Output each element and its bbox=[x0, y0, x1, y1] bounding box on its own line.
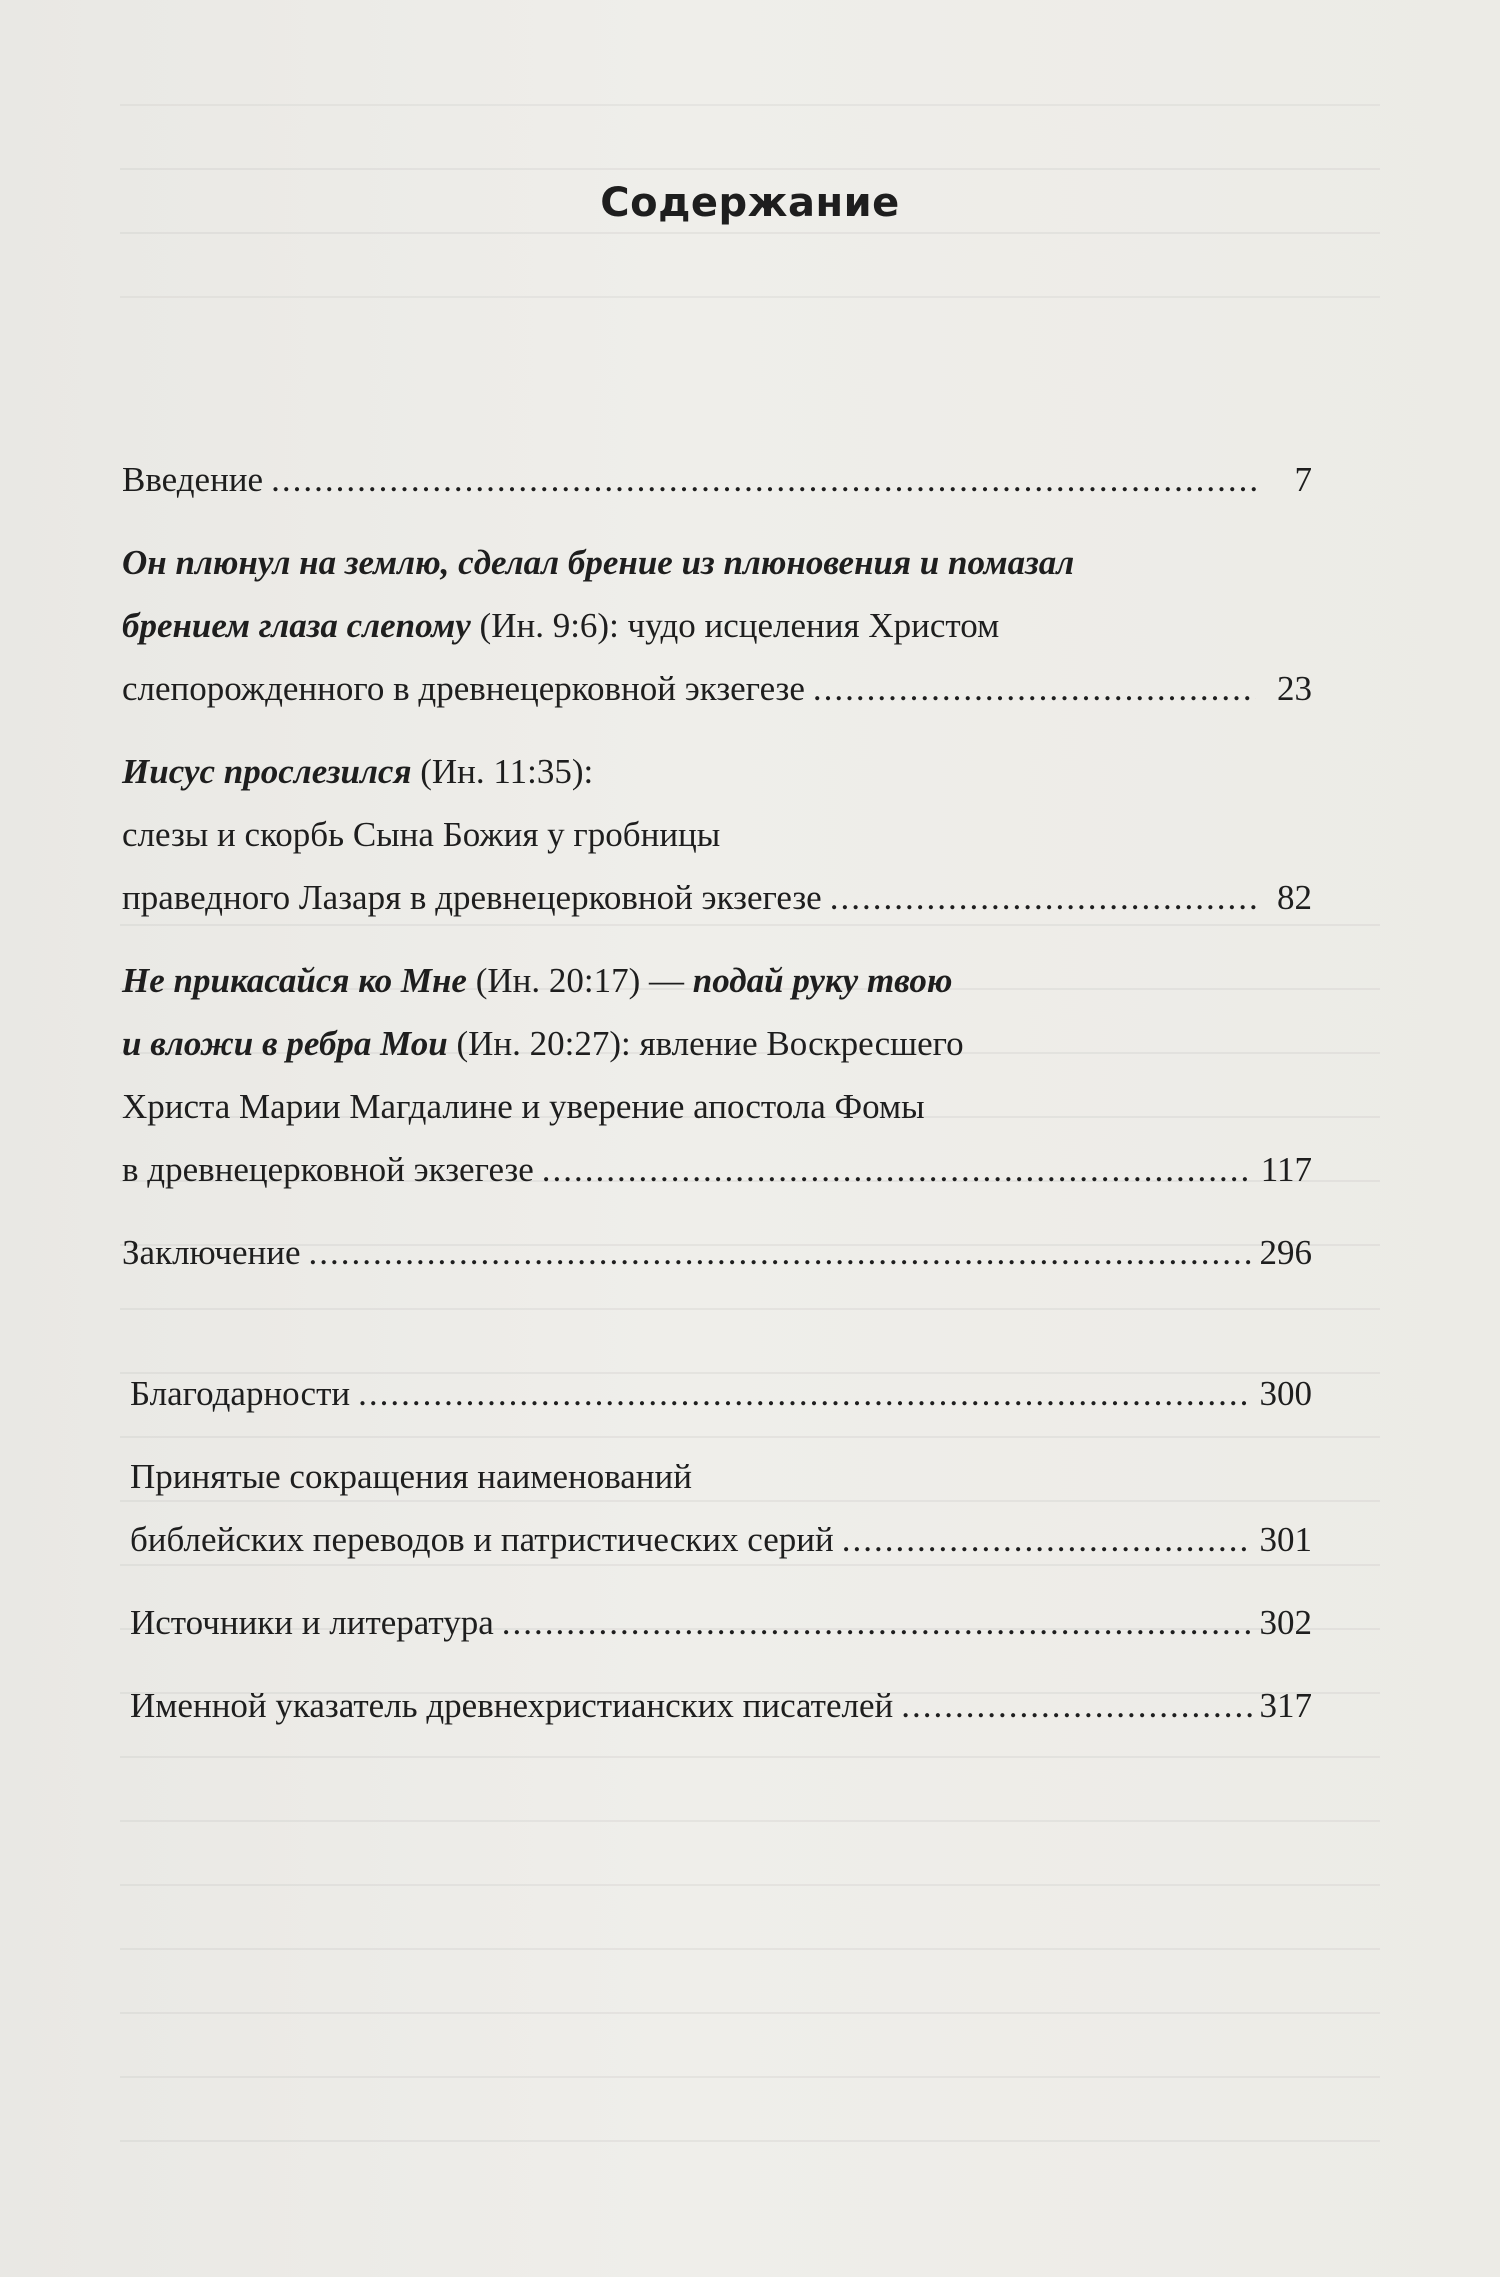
toc-entry-title-line: библейских переводов и патристических серий bbox=[130, 1520, 834, 1559]
leader-dots bbox=[358, 1362, 1251, 1425]
leader-dots bbox=[502, 1591, 1252, 1654]
toc-entry-abbreviations[interactable] bbox=[122, 1445, 1312, 1571]
toc-entry-title-italic: подай руку твою bbox=[692, 961, 953, 1000]
toc-page-number: 317 bbox=[1259, 1686, 1312, 1725]
toc-page-number: 7 bbox=[1294, 460, 1312, 499]
toc-page-number: 301 bbox=[1259, 1520, 1312, 1559]
toc-entry-introduction[interactable] bbox=[122, 448, 1312, 511]
toc-entry-title-text: (Ин. 9:6): чудо исцеления Христом bbox=[470, 606, 1000, 645]
toc-page-number: 296 bbox=[1259, 1233, 1312, 1272]
toc-entry-name-index[interactable] bbox=[122, 1674, 1312, 1737]
toc-entry-title: Заключение bbox=[122, 1233, 301, 1272]
toc-entry-title-text: (Ин. 20:17) — bbox=[466, 961, 693, 1000]
toc-page-number: 23 bbox=[1277, 669, 1312, 708]
page-title: Содержание bbox=[600, 180, 900, 226]
leader-dots bbox=[271, 448, 1256, 511]
toc-entry-title-line: Христа Марии Магдалине и уверение апостола Фомы bbox=[122, 1087, 925, 1126]
toc-page-number: 302 bbox=[1259, 1603, 1312, 1642]
toc-entry-title-italic: брением глаза слепому bbox=[122, 606, 471, 645]
toc-entry-title-text: (Ин. 20:27): явление Воскресшего bbox=[447, 1024, 964, 1063]
leader-dots bbox=[813, 657, 1256, 720]
leader-dots bbox=[309, 1221, 1252, 1284]
toc-entry-title-line: слезы и скорбь Сына Божия у гробницы bbox=[122, 815, 721, 854]
toc-entry-conclusion[interactable] bbox=[122, 1221, 1312, 1284]
toc-entry-acknowledgements[interactable] bbox=[122, 1362, 1312, 1425]
leader-dots bbox=[542, 1138, 1253, 1201]
toc-entry-title-italic: и вложи в ребра Мои bbox=[122, 1024, 448, 1063]
toc-entry-title-line: праведного Лазаря в древнецерковной экзегезе bbox=[122, 878, 822, 917]
toc-entry-blind-healing[interactable] bbox=[122, 531, 1312, 720]
toc-entry-resurrection[interactable] bbox=[122, 949, 1312, 1201]
toc-entry-title-italic: Иисус прослезился bbox=[122, 752, 412, 791]
toc-entry-title-line: Принятые сокращения наименований bbox=[130, 1457, 692, 1496]
toc-entry-lazarus[interactable] bbox=[122, 740, 1312, 929]
toc-entry-title-line: в древнецерковной экзегезе bbox=[122, 1150, 534, 1189]
leader-dots bbox=[830, 866, 1256, 929]
toc-entry-title-line: слепорожденного в древнецерковной экзегезе bbox=[122, 669, 805, 708]
leader-dots bbox=[901, 1674, 1251, 1737]
toc-entry-title: Благодарности bbox=[130, 1374, 351, 1413]
toc-entry-title: Введение bbox=[122, 460, 264, 499]
leader-dots bbox=[842, 1508, 1252, 1571]
toc-page-number: 82 bbox=[1277, 878, 1312, 917]
toc-entry-title-line: Он плюнул на землю, сделал брение из плюновения и помазал bbox=[122, 543, 1075, 582]
toc-entry-title-text: (Ин. 11:35): bbox=[411, 752, 594, 791]
toc-entry-title-italic: Не прикасайся ко Мне bbox=[122, 961, 467, 1000]
toc-page-number: 300 bbox=[1259, 1374, 1312, 1413]
toc-entry-title: Именной указатель древнехристианских писателей bbox=[130, 1686, 894, 1725]
table-of-contents bbox=[122, 448, 1312, 1757]
toc-entry-sources[interactable] bbox=[122, 1591, 1312, 1654]
toc-entry-title: Источники и литература bbox=[130, 1603, 494, 1642]
toc-page-number: 117 bbox=[1260, 1150, 1312, 1189]
